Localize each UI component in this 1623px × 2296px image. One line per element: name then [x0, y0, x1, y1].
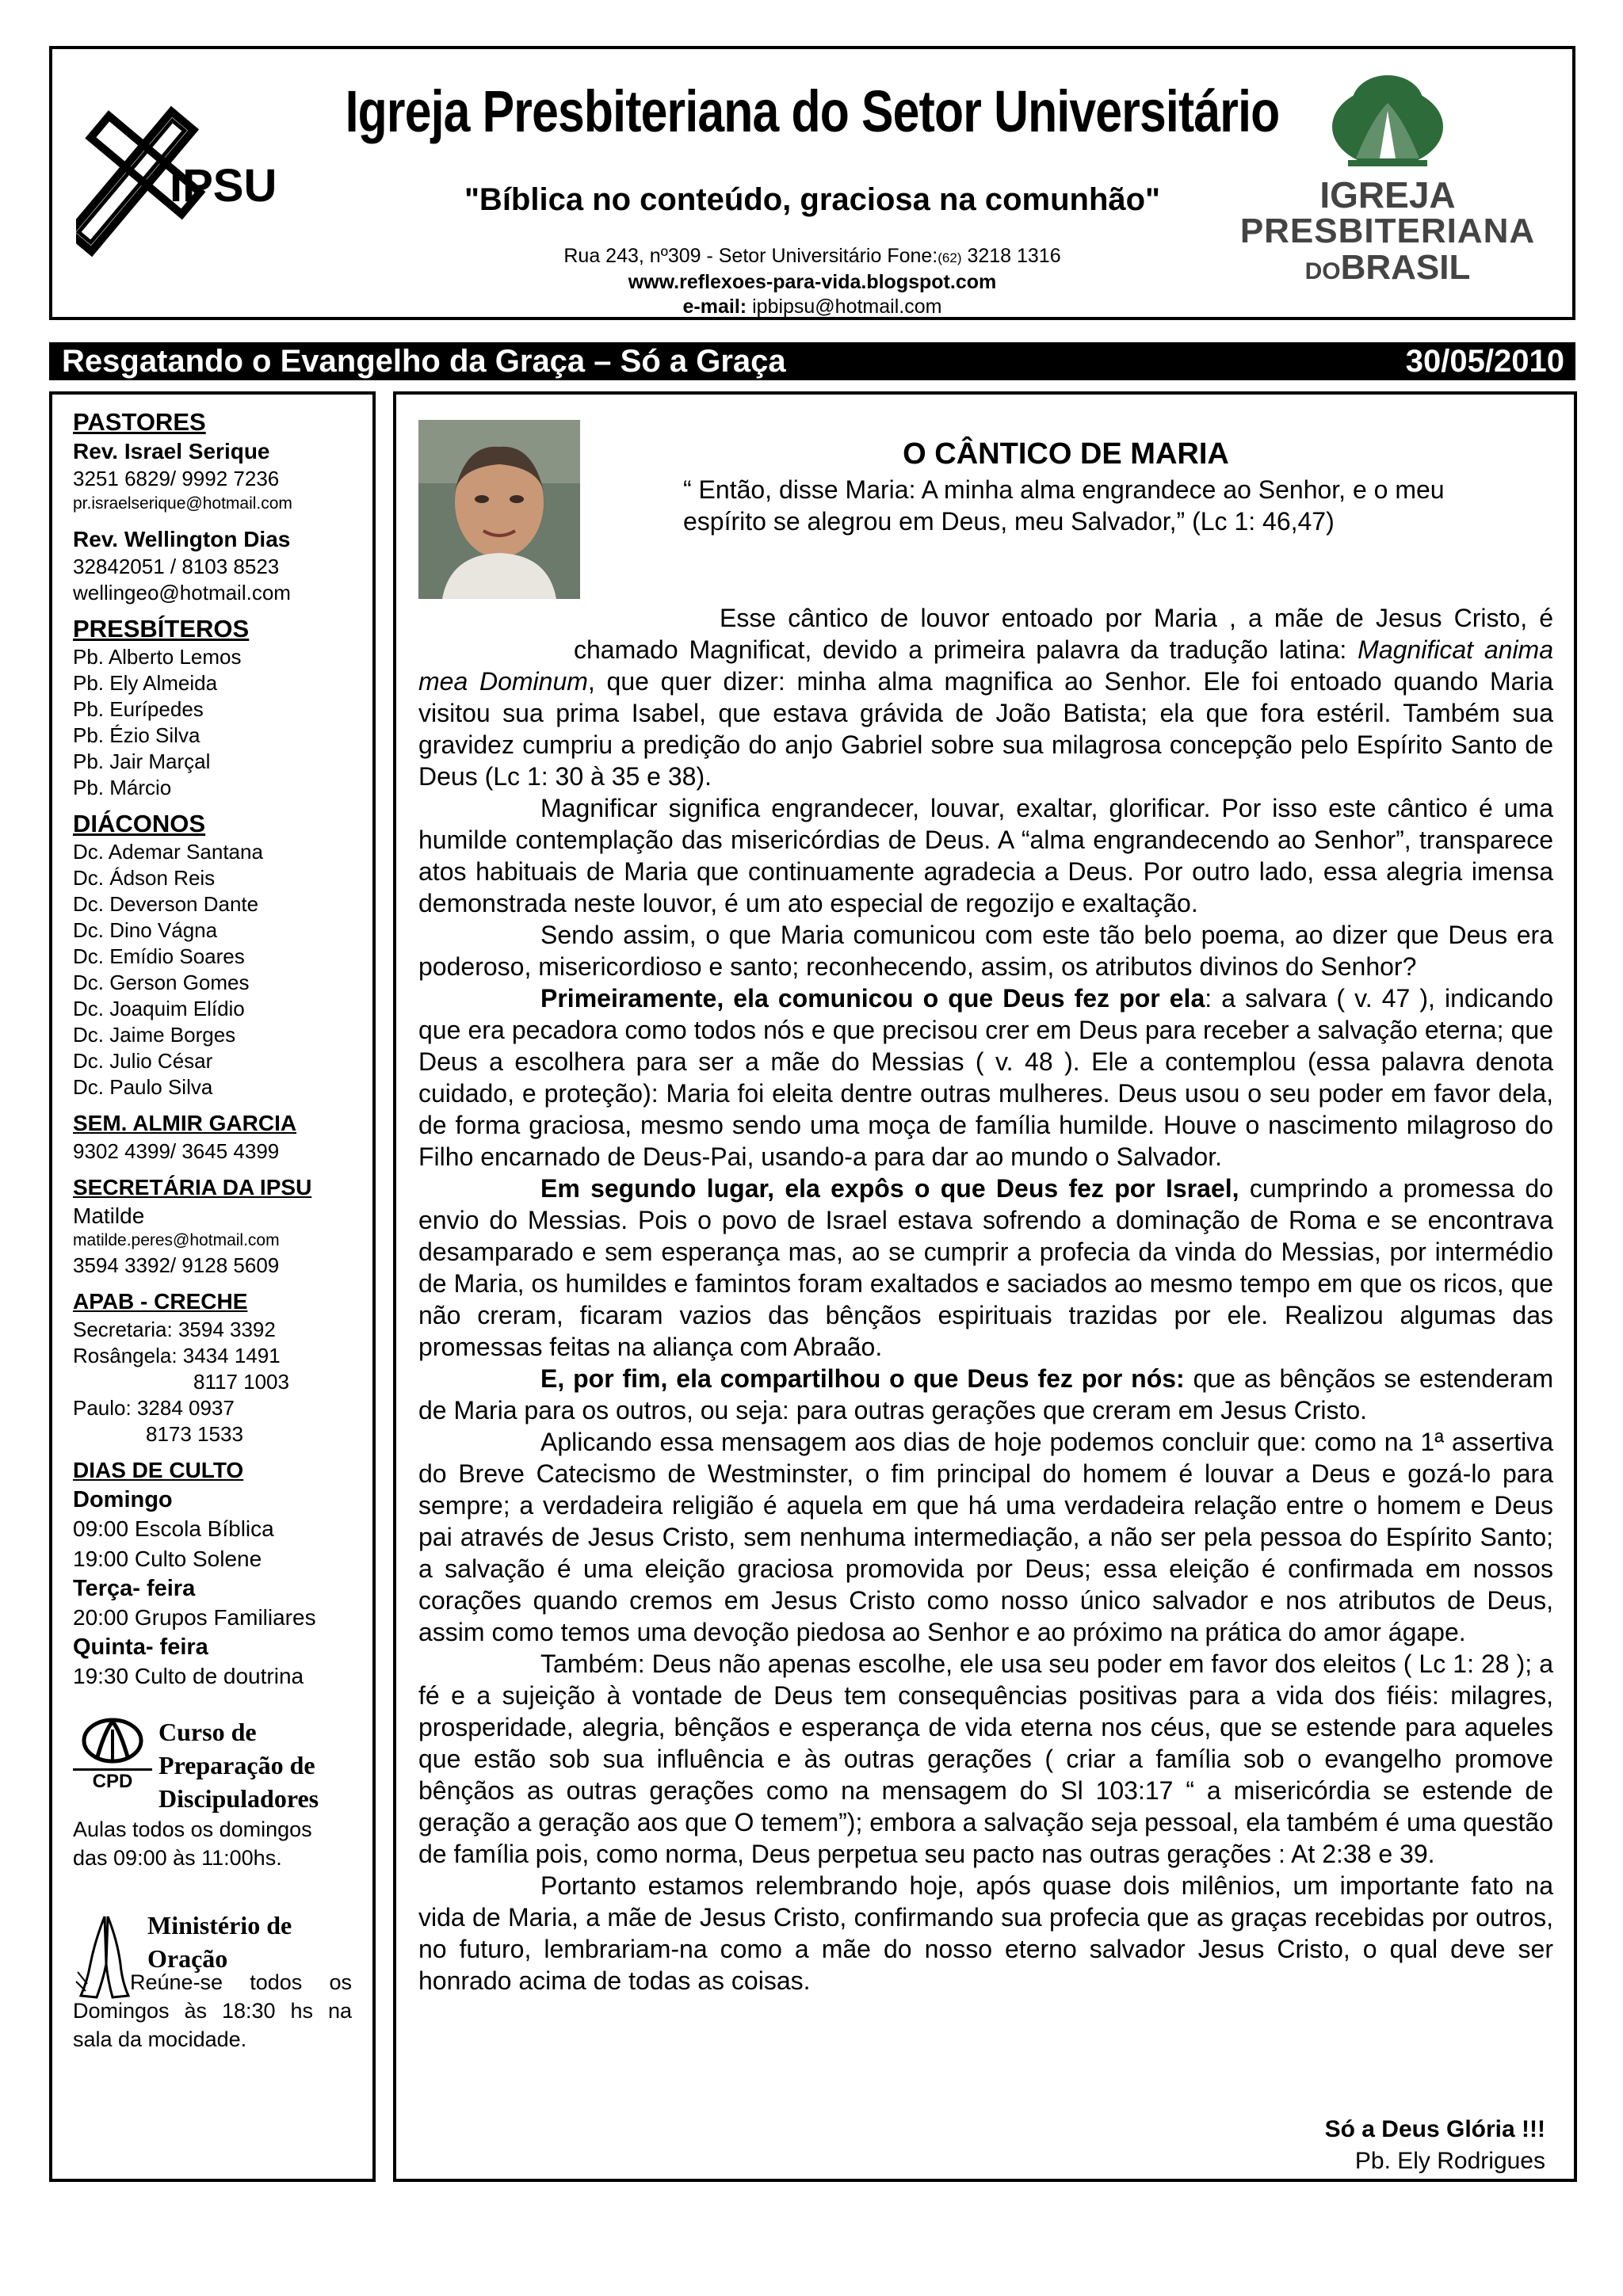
article-verse: “ Então, disse Maria: A minha alma engrandece ao Senhor, e o meu espírito se alegrou em Deus, meu Salvador,” (Lc 1: 46,47)	[683, 475, 1445, 536]
secretaria-email[interactable]: matilde.peres@hotmail.com	[73, 1231, 280, 1249]
list-item: Pb. Ézio Silva	[73, 723, 200, 747]
cpd-text: Aulas todos os domingos das 09:00 às 11:00hs.	[73, 1817, 312, 1870]
signature-block	[1325, 2114, 1545, 2177]
diaconos-list	[73, 839, 352, 1100]
apab-line: 8173 1533	[146, 1422, 243, 1446]
article	[393, 391, 1577, 2182]
burning-bush-icon	[1324, 71, 1451, 173]
list-item: Dc. Joaquim Elídio	[73, 997, 245, 1020]
list-item: Dc. Julio César	[73, 1049, 213, 1073]
seminarist-heading: SEM. ALMIR GARCIA	[73, 1111, 297, 1135]
culto-item: 09:00 Escola Bíblica	[73, 1516, 274, 1541]
cpd-title: Curso de Preparação de Discipuladores	[158, 1718, 319, 1813]
culto-item: 19:30 Culto de doutrina	[73, 1664, 304, 1688]
pastores-heading: PASTORES	[73, 408, 206, 436]
culto-heading: DIAS DE CULTO	[73, 1458, 244, 1482]
list-item: Dc. Gerson Gomes	[73, 971, 250, 994]
list-item: Dc. Paulo Silva	[73, 1075, 213, 1099]
closing: Só a Deus Glória !!!	[1324, 2116, 1545, 2142]
burning-bush-icon	[81, 1715, 144, 1764]
author-name: Pb. Ely Rodrigues	[1354, 2148, 1545, 2174]
apab-line: Rosângela: 3434 1491	[73, 1344, 281, 1367]
ipsu-logo-text: IPSU	[170, 160, 277, 212]
email-link[interactable]: ipbipsu@hotmail.com	[752, 296, 942, 318]
culto-item: 20:00 Grupos Familiares	[73, 1605, 316, 1630]
list-item: Dc. Emídio Soares	[73, 944, 245, 968]
list-item: Pb. Jair Marçal	[73, 749, 211, 773]
sidebar	[49, 391, 376, 2182]
ipb-line-3: DOBRASIL	[1304, 248, 1471, 287]
apab-line: 8117 1003	[193, 1370, 289, 1394]
pastor-phone: 3251 6829/ 9992 7236	[73, 467, 280, 490]
cpd-logo	[73, 1715, 152, 1815]
address-line: Rua 243, nº309 - Setor Universitário Fone:(62) 3218 1316	[563, 245, 1061, 267]
pastor-email[interactable]: wellingeo@hotmail.com	[73, 581, 291, 605]
pastor-name: Rev. Israel Serique	[73, 439, 270, 463]
presbiteros-heading: PRESBÍTEROS	[73, 615, 250, 643]
motto: "Bíblica no conteúdo, graciosa na comunhão"	[464, 182, 1161, 217]
apab-line: Secretaria: 3594 3392	[73, 1318, 276, 1341]
list-item: Pb. Ely Almeida	[73, 671, 218, 695]
culto-item: 19:00 Culto Solene	[73, 1547, 262, 1571]
paragraph: Esse cântico de louvor entoado por Maria , a mãe de Jesus Cristo, é chamado Magnificat, devido a primeira palavra da tradução latina: Magnificat anima mea Dominum, que quer dizer: minha alma magnifica ao Senhor. Ele foi entoado quando Maria visitou sua prima Isabel, que estava grávida de João Batista; ela que fora estéril. Também sua gravidez cumpriu a predição do anjo Gabriel sobre sua milagrosa concepção pelo Espírito Santo de Deus (Lc 1: 30 à 35 e 38).	[418, 604, 1554, 791]
secretaria-heading: SECRETÁRIA DA IPSU	[73, 1175, 312, 1199]
author-photo	[418, 420, 580, 599]
pastor-email[interactable]: pr.israelserique@hotmail.com	[73, 494, 292, 513]
website-link[interactable]: www.reflexoes-para-vida.blogspot.com	[628, 271, 997, 293]
ipb-line-1: IGREJA	[1319, 174, 1456, 215]
paragraph: Magnificar significa engrandecer, louvar, exaltar, glorificar. Por isso este cântico é uma humilde contemplação das misericórdias de Deus. A “alma engrandecendo ao Senhor”, transparece atos habituais de Maria que continuamente agradecia a Deus. Por outro lado, essa alegria imensa demonstrada neste louvor, é um ato especial de regozijo e exaltação.	[418, 794, 1553, 917]
apab-heading: APAB - CRECHE	[73, 1289, 248, 1314]
header	[49, 46, 1575, 320]
photo-wrap-spacer	[418, 582, 574, 637]
paragraph: Primeiramente, ela comunicou o que Deus fez por ela: a salvara ( v. 47 ), indicando que era pecadora como todos nós e que precisou crer em Deus para receber a salvação eterna; que Deus a escolhera para ser a mãe do Messias ( v. 48 ). Ele a contemplou (essa palavra denota cuidado, e proteção): Maria foi eleita dentre outras mulheres. Deus usou o seu poder em favor dela, de forma graciosa, mesmo sendo uma moça de família humilde. Houve o nascimento milagroso do Filho encarnado de Deus-Pai, usando-a para dar ao mundo o Salvador.	[418, 984, 1554, 1171]
list-item: Dc. Jaime Borges	[73, 1023, 236, 1047]
pastor-phone: 32842051 / 8103 8523	[73, 555, 280, 578]
article-body	[418, 582, 1553, 1997]
culto-day: Terça- feira	[73, 1576, 196, 1601]
seminarist-phone: 9302 4399/ 3645 4399	[73, 1139, 280, 1163]
paragraph: E, por fim, ela compartilhou o que Deus fez por nós: que as bênçãos se estenderam de Maria para os outros, ou seja: para outras gerações que creram em Jesus Cristo.	[418, 1364, 1554, 1425]
paragraph: Aplicando essa mensagem aos dias de hoje podemos concluir que: como na 1ª assertiva do Breve Catecismo de Westminster, o fim principal do homem é louvar a Deus e gozá-lo para sempre; a verdadeira religião é aquela em que há uma verdadeira relação entre o homem e Deus pai através de Jesus Cristo, sem nenhuma intermediação, a não ser pela pessoa do Espírito Santo; a salvação é uma eleição graciosa promovida por Deus; essa eleição é confirmada em nossos corações quando cremos em Jesus Cristo como nosso único salvador e nos atributos de Deus, assim como temos uma devoção piedosa ao Senhor e ao próximo na prática do amor ágape.	[418, 1428, 1553, 1646]
list-item: Pb. Eurípedes	[73, 697, 204, 721]
paragraph: Em segundo lugar, ela expôs o que Deus fez por Israel, cumprindo a promessa do envio do Messias. Pois o povo de Israel estava sofrendo a dominação de Roma e se encontrava desamparado e sem esperança mas, ao se cumprir a profecia da vinda do Messias, por intermédio de Maria, os humildes e famintos foram exaltados e saciados ao mesmo tempo em que os ricos, que não creram, ficaram vazios das bênçãos espirituais trazidas por ele. Realizou algumas das promessas feitas na aliança com Abraão.	[418, 1174, 1553, 1361]
diaconos-heading: DIÁCONOS	[73, 810, 206, 837]
church-title: Igreja Presbiteriana do Setor Universitário	[345, 78, 1280, 144]
apab-line: Paulo: 3284 0937	[73, 1396, 235, 1420]
list-item: Pb. Márcio	[73, 776, 172, 799]
series-title: Resgatando o Evangelho da Graça – Só a Graça	[62, 344, 786, 379]
list-item: Dc. Dino Vágna	[73, 918, 218, 942]
cpd-label: CPD	[73, 1768, 152, 1793]
email-line: e-mail: ipbipsu@hotmail.com	[682, 296, 942, 318]
article-title: O CÂNTICO DE MARIA	[903, 437, 1229, 471]
series-banner	[49, 342, 1575, 380]
ipb-logo	[1225, 71, 1550, 309]
paragraph: Portanto estamos relembrando hoje, após quase dois milênios, um importante fato na vida de Maria, a mãe de Jesus Cristo, confirmando sua profecia que as graças recebidas por outros, no futuro, lembrariam-na como a mãe do nosso eterno salvador Jesus Cristo, o qual deve ser honrado acima de todas as coisas.	[418, 1871, 1553, 1995]
culto-day: Quinta- feira	[73, 1634, 208, 1660]
list-item: Pb. Alberto Lemos	[73, 645, 242, 669]
list-item: Dc. Ádson Reis	[73, 866, 216, 890]
secretaria-phone: 3594 3392/ 9128 5609	[73, 1253, 280, 1277]
ipb-line-2: PRESBITERIANA	[1239, 212, 1536, 250]
bulletin-date: 30/05/2010	[1405, 344, 1564, 379]
list-item: Dc. Deverson Dante	[73, 892, 259, 916]
list-item: Dc. Ademar Santana	[73, 840, 263, 864]
oracao-text: Reúne-se todos os Domingos às 18:30 hs na sala da mocidade.	[73, 1970, 352, 2051]
paragraph: Também: Deus não apenas escolhe, ele usa seu poder em favor dos eleitos ( Lc 1: 28 ); a fé e a sujeição à vontade de Deus tem consequências positivas para a vida dos fiéis: milagres, prosperidade, alegria, bênçãos e esperança de vida eterna nos céus, que se estende para aqueles que estão sob sua influência e às outras gerações ( criar a família sob o evangelho promove bênçãos as outras gerações como na mensagem do Sl 103:17 “ a misericórdia se estende de geração a geração aos que O temem”); embora a salvação seja pessoal, ela também é uma questão de família pois, como norma, Deus perpetua seu pacto nas outras gerações : At 2:38 e 39.	[418, 1650, 1553, 1868]
presbiteros-list	[73, 644, 352, 801]
paragraph: Sendo assim, o que Maria comunicou com este tão belo poema, ao dizer que Deus era poderoso, misericordioso e santo; reconhecendo, assim, os atributos divinos do Senhor?	[418, 921, 1553, 981]
culto-day: Domingo	[73, 1487, 173, 1512]
secretaria-name: Matilde	[73, 1203, 145, 1228]
cpd-block	[73, 1715, 352, 1815]
oracao-title: Ministério de Oração	[147, 1911, 292, 1973]
pastor-name: Rev. Wellington Dias	[73, 527, 291, 551]
